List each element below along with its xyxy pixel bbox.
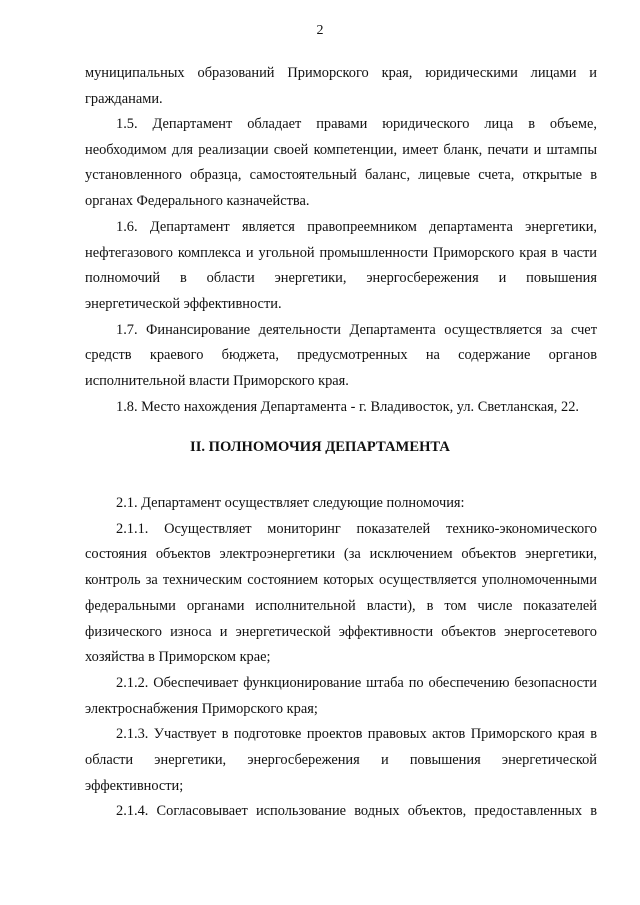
paragraph-2-1-2: 2.1.2. Обеспечивает функционирование штаба по обеспечению безопасности электроснабжения Приморского края; [85, 674, 597, 717]
continuation-paragraph: муниципальных образований Приморского края, юридическими лицами и гражданами. [85, 65, 597, 107]
page-number: 2 [316, 23, 324, 38]
paragraph-2-1: 2.1. Департамент осуществляет следующие полномочия: [116, 495, 465, 511]
paragraph-1-5: 1.5. Департамент обладает правами юридического лица в объеме, необходимом для реализации своей компетенции, имеет бланк, печати и штампы установленного образца, самостоятельный баланс, лицевые счета, открытые в органах Федерального казначейства. [85, 116, 597, 210]
continuation-block [85, 61, 597, 112]
paragraph-2-1-3: 2.1.3. Участвует в подготовке проектов правовых актов Приморского края в области энергетики, энергосбережения и повышения энергетической эффективности; [85, 726, 597, 794]
paragraph-2-1-4: 2.1.4. Согласовывает использование водных объектов, предоставленных в [116, 803, 597, 820]
section2-body [85, 491, 597, 825]
section1-body [85, 112, 597, 420]
paragraph-2-1-1: 2.1.1. Осуществляет мониторинг показателей технико-экономического состояния объектов электроэнергетики (за исключением объектов энергетики, контроль за техническим состоянием которых осуществляется уполномоченными федеральными органами исполнительной власти), в том числе показателей физического износа и энергетической эффективности объектов энергосетевого хозяйства в Приморском крае; [85, 520, 597, 666]
section2-heading: II. ПОЛНОМОЧИЯ ДЕПАРТАМЕНТА [190, 439, 450, 455]
paragraph-1-8: 1.8. Место нахождения Департамента - г. Владивосток, ул. Светланская, 22. [116, 398, 579, 415]
paragraph-1-7: 1.7. Финансирование деятельности Департамента осуществляется за счет средств краевого бюджета, предусмотренных на содержание органов исполнительной власти Приморского края. [85, 321, 597, 390]
paragraph-1-6: 1.6. Департамент является правопреемником департамента энергетики, нефтегазового комплекса и угольной промышленности Приморского края в части полномочий в области энергетики, энергосбережения и повышения энергетической эффективности. [85, 218, 597, 312]
